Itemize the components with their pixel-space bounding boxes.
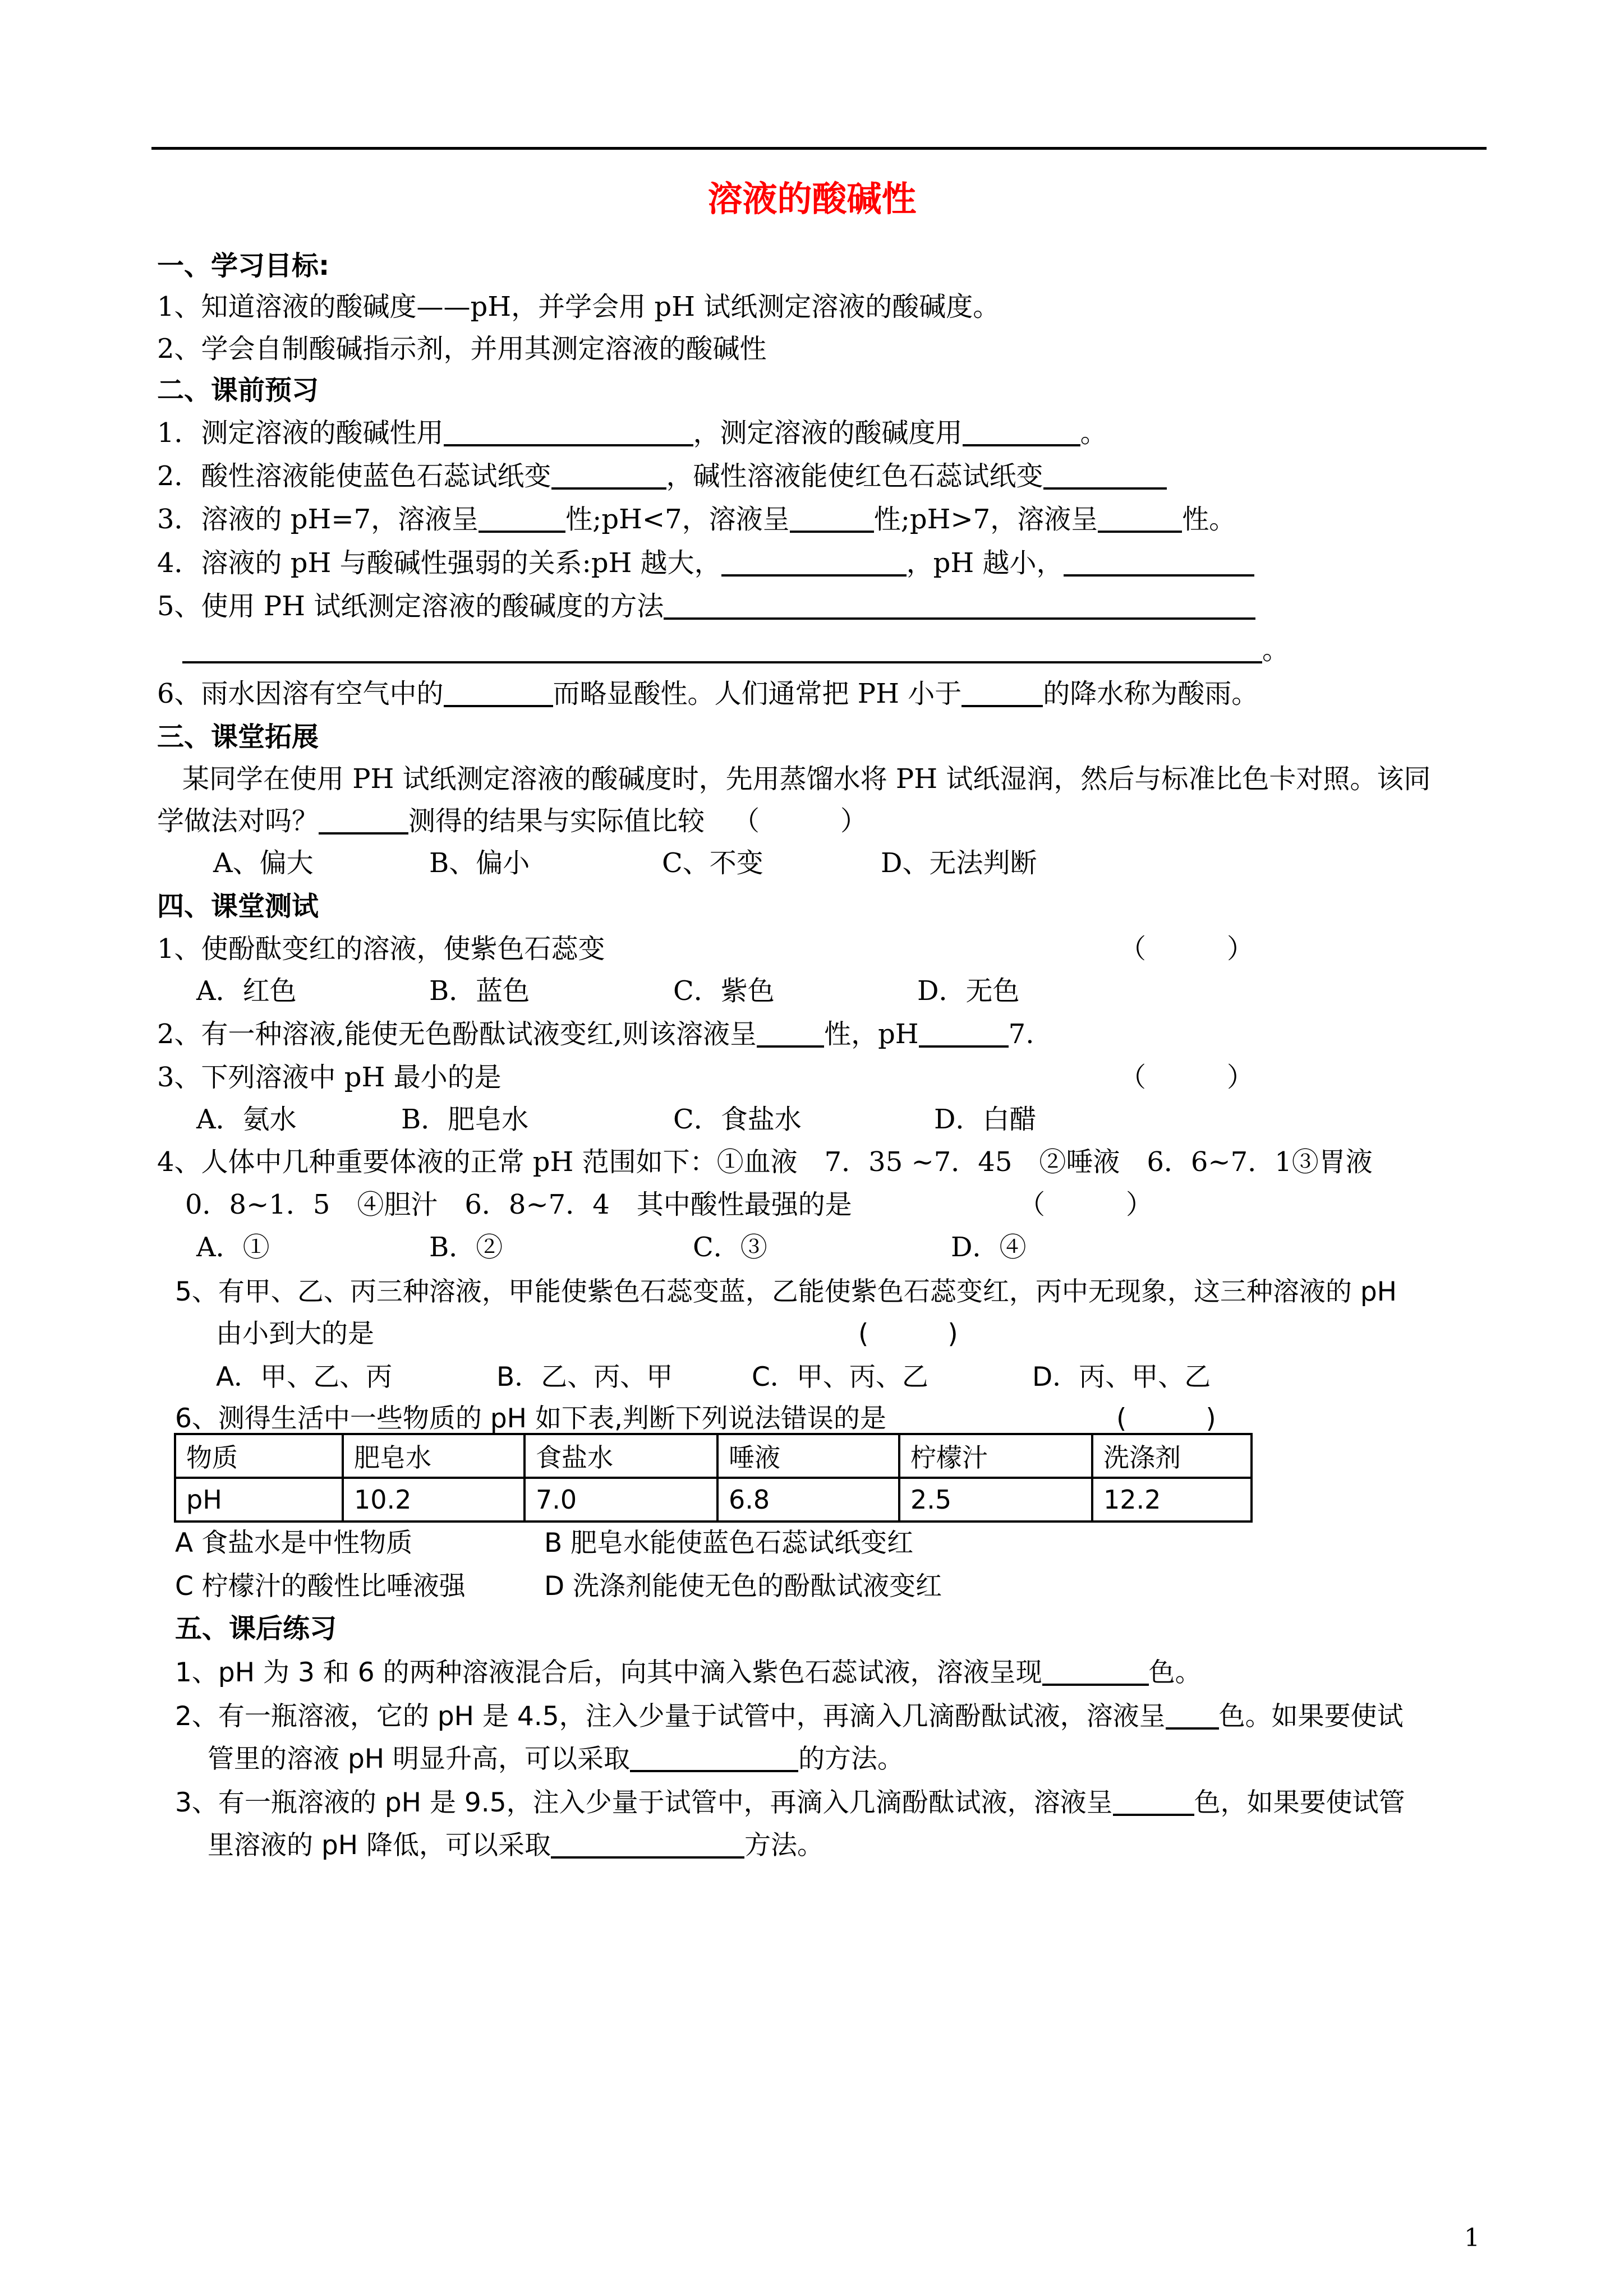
extension-question	[157, 805, 868, 837]
objective-2: 2、学会自制酸碱指示剂，并用其测定溶液的酸碱性	[157, 333, 767, 365]
table-cell: 6.8	[717, 1478, 899, 1522]
answer-blank[interactable]	[1166, 1703, 1219, 1730]
text: 2、有一种溶液,能使无色酚酞试液变红,则该溶液呈	[157, 1018, 757, 1050]
table-cell: 2.5	[899, 1478, 1092, 1522]
answer-paren[interactable]: （ ）	[1119, 933, 1254, 965]
extension-text: 某同学在使用 PH 试纸测定溶液的酸碱度时，先用蒸馏水将 PH 试纸湿润，然后与标准比色卡对照。该同	[182, 763, 1431, 795]
text: 5、使用 PH 试纸测定溶液的酸碱度的方法	[157, 591, 664, 622]
option[interactable]: D．白醋	[934, 1104, 1037, 1135]
preview-q4	[157, 547, 1254, 579]
text: 1．测定溶液的酸碱性用	[157, 417, 444, 449]
text: 而略显酸性。人们通常把 PH 小于	[553, 678, 962, 709]
option[interactable]: B．肥皂水	[401, 1104, 529, 1135]
option[interactable]: C．③	[693, 1232, 767, 1263]
text: 里溶液的 pH 降低，可以采取	[208, 1830, 551, 1861]
section-heading: 四、课堂测试	[157, 891, 319, 922]
section-heading: 二、课前预习	[157, 375, 319, 406]
test-q3: 3、下列溶液中 pH 最小的是	[157, 1062, 502, 1093]
answer-blank[interactable]	[919, 1021, 1009, 1048]
table-cell: 7.0	[525, 1478, 717, 1522]
answer-paren[interactable]: （ ）	[1119, 1062, 1254, 1093]
text: 2．酸性溶液能使蓝色石蕊试纸变	[157, 460, 551, 492]
answer-blank[interactable]	[551, 463, 666, 490]
answer-blank[interactable]	[551, 1832, 744, 1859]
option[interactable]: B 肥皂水能使蓝色石蕊试纸变红	[544, 1528, 914, 1559]
option[interactable]: B．蓝色	[429, 975, 530, 1007]
text: 3、有一瓶溶液的 pH 是 9.5，注入少量于试管中，再滴入几滴酚酞试液，溶液呈	[175, 1787, 1113, 1818]
answer-paren[interactable]: ( )	[858, 1318, 958, 1349]
option[interactable]: A．红色	[196, 975, 297, 1007]
answer-blank[interactable]	[182, 637, 1262, 663]
test-q5-line1: 5、有甲、乙、丙三种溶液，甲能使紫色石蕊变蓝，乙能使紫色石蕊变红，丙中无现象，这三种溶液的 pH	[175, 1276, 1397, 1307]
table-header-cell: 物质	[175, 1434, 343, 1478]
answer-blank[interactable]	[790, 506, 874, 533]
option[interactable]: A．①	[196, 1232, 270, 1263]
table-row	[175, 1478, 1252, 1522]
text: 6、雨水因溶有空气中的	[157, 678, 444, 709]
section-heading: 三、课堂拓展	[157, 721, 319, 753]
option[interactable]: B．②	[429, 1232, 503, 1263]
text: 测得的结果与实际值比较	[408, 805, 705, 837]
text: 管里的溶液 pH 明显升高，可以采取	[208, 1744, 631, 1774]
test-q6: 6、测得生活中一些物质的 pH 如下表,判断下列说法错误的是	[175, 1403, 886, 1434]
text: ，碱性溶液能使红色石蕊试纸变	[666, 460, 1043, 492]
section-heading: 五、课后练习	[175, 1613, 337, 1644]
option[interactable]: D．④	[951, 1232, 1027, 1263]
practice-q1	[175, 1659, 1202, 1686]
test-q5-line2: 由小到大的是	[216, 1318, 374, 1349]
option[interactable]: C 柠檬汁的酸性比唾液强	[175, 1571, 466, 1602]
table-header-cell: 食盐水	[525, 1434, 717, 1478]
ph-table	[174, 1433, 1253, 1523]
answer-blank[interactable]	[630, 1745, 798, 1772]
answer-paren[interactable]: ( )	[1116, 1403, 1216, 1434]
test-q4-line2: 0．8~1．5 ④胆汁 6．8~7．4 其中酸性最强的是	[185, 1189, 852, 1220]
table-cell: 10.2	[343, 1478, 525, 1522]
text: 2、有一瓶溶液，它的 pH 是 4.5，注入少量于试管中，再滴入几滴酚酞试液，溶液呈	[175, 1701, 1166, 1732]
option[interactable]: D．丙、甲、乙	[1032, 1362, 1211, 1393]
option[interactable]: D．无色	[917, 975, 1020, 1007]
option[interactable]: B．乙、丙、甲	[496, 1362, 673, 1393]
practice-q3-line1	[175, 1789, 1405, 1816]
page-title: 溶液的酸碱性	[707, 178, 917, 219]
answer-blank[interactable]	[1113, 1789, 1194, 1816]
option[interactable]: C．紫色	[673, 975, 775, 1007]
preview-q5-cont	[182, 634, 1290, 666]
table-cell: pH	[175, 1478, 343, 1522]
table-header-cell: 肥皂水	[343, 1434, 525, 1478]
table-row	[175, 1434, 1252, 1478]
answer-blank[interactable]	[757, 1021, 824, 1048]
option[interactable]: D、无法判断	[881, 847, 1037, 879]
table-header-cell: 唾液	[717, 1434, 899, 1478]
text: 性。	[1182, 504, 1236, 535]
text: 的降水称为酸雨。	[1043, 678, 1259, 709]
answer-blank[interactable]	[1098, 506, 1182, 533]
answer-blank[interactable]	[1064, 550, 1254, 577]
preview-q6	[157, 680, 1258, 707]
answer-blank[interactable]	[444, 419, 693, 446]
option[interactable]: A．氨水	[196, 1104, 297, 1135]
page-number: 1	[1464, 2224, 1480, 2252]
option[interactable]: D 洗涤剂能使无色的酚酞试液变红	[544, 1571, 942, 1602]
answer-blank[interactable]	[319, 808, 408, 835]
text: ，pH 越小，	[906, 547, 1064, 579]
table-header-cell: 柠檬汁	[899, 1434, 1092, 1478]
text: 1、pH 为 3 和 6 的两种溶液混合后，向其中滴入紫色石蕊试液，溶液呈现	[175, 1657, 1042, 1688]
answer-paren[interactable]: （ ）	[733, 805, 868, 837]
text: 3．溶液的 pH=7，溶液呈	[157, 504, 479, 535]
text: 的方法。	[798, 1744, 904, 1774]
text: ，测定溶液的酸碱度用	[693, 417, 963, 449]
answer-blank[interactable]	[664, 593, 1255, 620]
text: 性;pH>7，溶液呈	[873, 504, 1098, 535]
header-rule	[151, 147, 1487, 150]
text: 7.	[1008, 1018, 1034, 1050]
practice-q2-line2	[208, 1745, 904, 1772]
preview-q1	[157, 417, 1107, 449]
test-q4-line1: 4、人体中几种重要体液的正常 pH 范围如下：①血液 7．35 ~7．45 ②唾液 6．6~7．1③胃液	[157, 1146, 1373, 1178]
answer-blank[interactable]	[1042, 1659, 1149, 1686]
option[interactable]: A、偏大	[213, 847, 314, 879]
option[interactable]: B、偏小	[429, 847, 530, 879]
test-q1: 1、使酚酞变红的溶液，使紫色石蕊变	[157, 933, 605, 965]
preview-q5	[157, 593, 1255, 620]
text: 色。	[1148, 1657, 1202, 1688]
text: 学做法对吗？	[157, 805, 319, 837]
answer-blank[interactable]	[721, 550, 907, 577]
answer-blank[interactable]	[963, 419, 1080, 446]
practice-q2-line1	[175, 1703, 1404, 1730]
option[interactable]: C、不变	[662, 847, 763, 879]
test-q2	[157, 1018, 1034, 1050]
text: 色。如果要使试	[1218, 1701, 1404, 1732]
preview-q2	[157, 460, 1167, 492]
text: 方法。	[744, 1830, 824, 1861]
text: 4．溶液的 pH 与酸碱性强弱的关系:pH 越大，	[157, 547, 721, 579]
option[interactable]: A．甲、乙、丙	[216, 1362, 393, 1393]
option[interactable]: C．甲、丙、乙	[752, 1362, 928, 1393]
text: 性，pH	[824, 1018, 919, 1050]
text: 。	[1262, 634, 1290, 666]
option[interactable]: A 食盐水是中性物质	[175, 1528, 413, 1559]
text: 性;pH<7，溶液呈	[565, 504, 790, 535]
text: 。	[1080, 417, 1107, 449]
answer-blank[interactable]	[1043, 463, 1167, 490]
preview-q3	[157, 506, 1236, 533]
table-header-cell: 洗涤剂	[1092, 1434, 1252, 1478]
answer-blank[interactable]	[479, 506, 565, 533]
option[interactable]: C．食盐水	[673, 1104, 802, 1135]
table-cell: 12.2	[1092, 1478, 1252, 1522]
answer-blank[interactable]	[961, 680, 1043, 707]
section-heading: 一、学习目标:	[157, 250, 330, 282]
objective-1: 1、知道溶液的酸碱度——pH，并学会用 pH 试纸测定溶液的酸碱度。	[157, 291, 1000, 322]
practice-q3-line2	[208, 1832, 823, 1859]
text: 色，如果要使试管	[1194, 1787, 1405, 1818]
answer-paren[interactable]: （ ）	[1018, 1189, 1153, 1220]
answer-blank[interactable]	[444, 680, 553, 707]
